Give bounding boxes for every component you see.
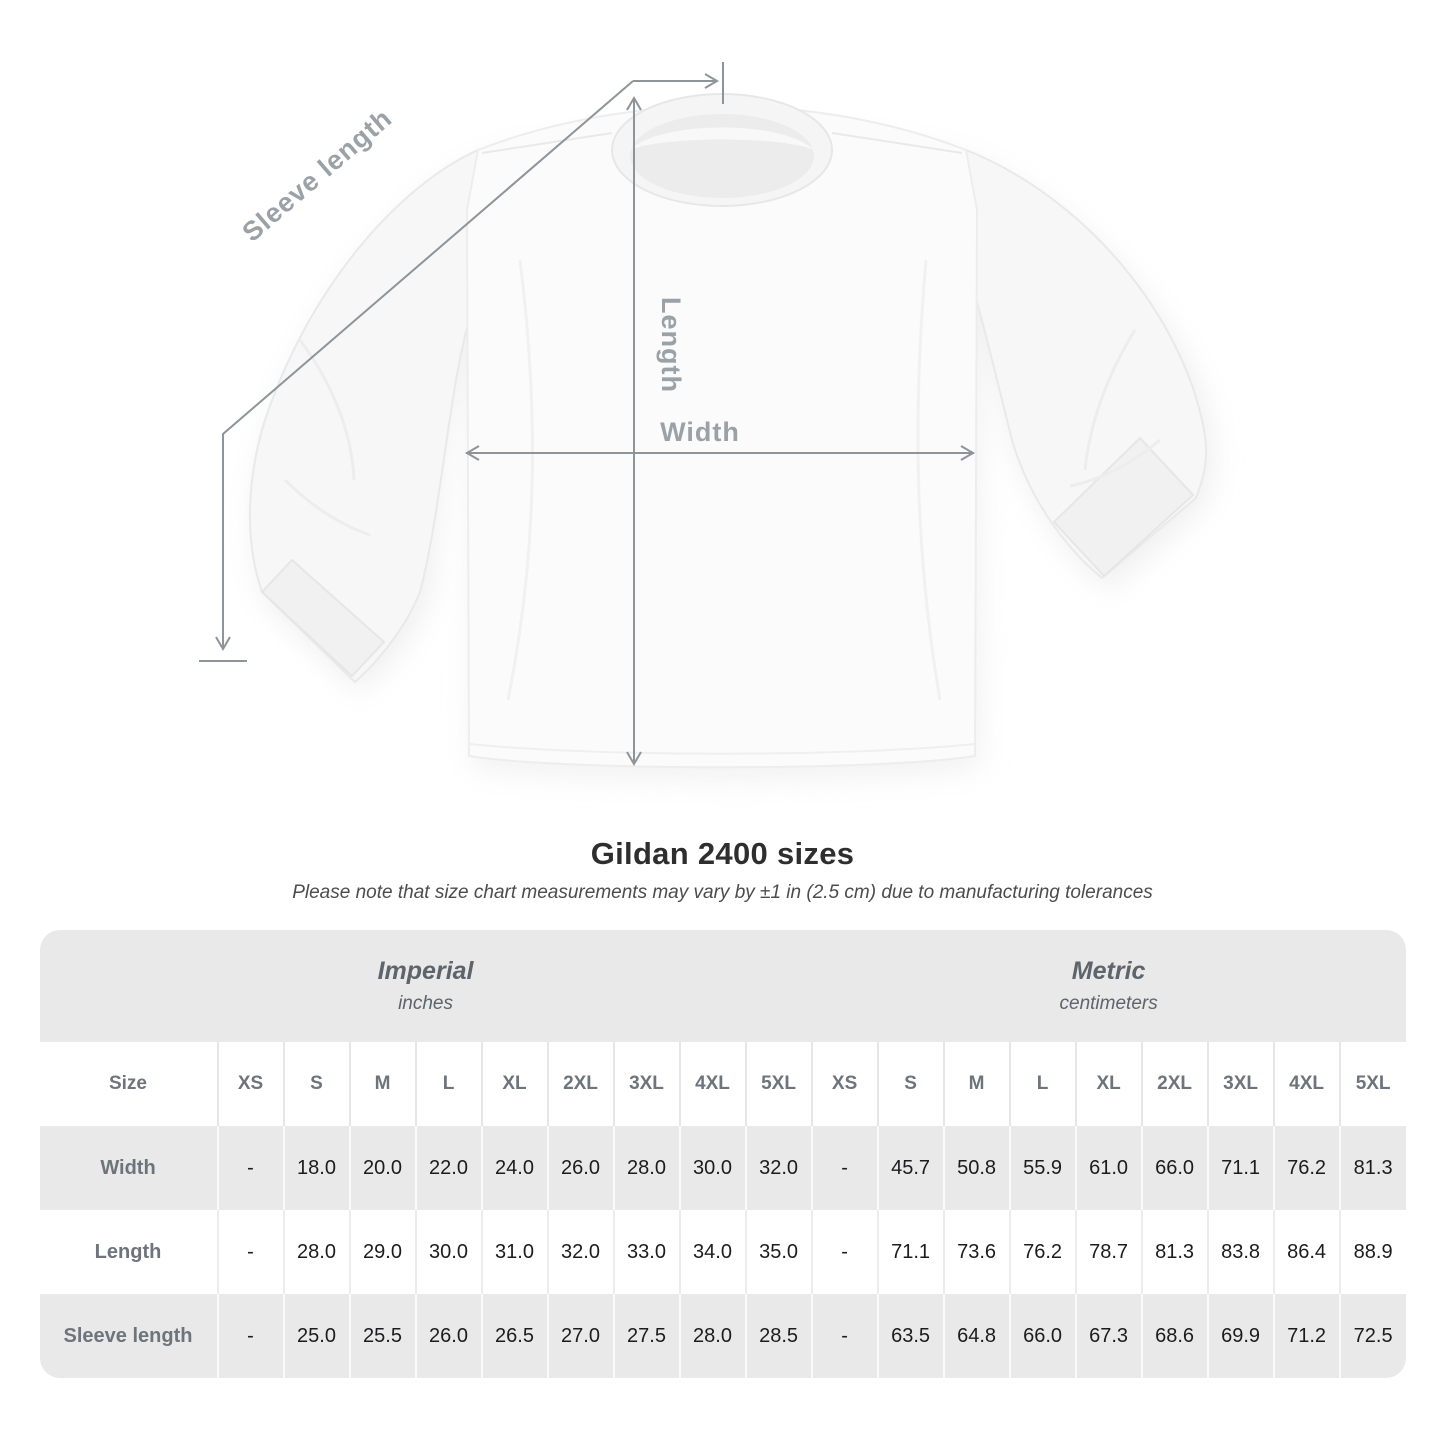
size-header-imperial-5xl: 5XL <box>746 1042 812 1126</box>
measurement-cell: - <box>812 1210 878 1294</box>
measurement-cell: 78.7 <box>1076 1210 1142 1294</box>
measurement-cell: 72.5 <box>1340 1294 1406 1378</box>
size-header-metric-m: M <box>944 1042 1010 1126</box>
row-label: Width <box>40 1126 218 1210</box>
measurement-row-sleeve-length <box>40 1294 1406 1378</box>
metric-title: Metric <box>1071 957 1146 985</box>
measurement-cell: 27.0 <box>548 1294 614 1378</box>
measurement-cell: 35.0 <box>746 1210 812 1294</box>
measurement-cell: 71.1 <box>878 1210 944 1294</box>
size-header-imperial-s: S <box>284 1042 350 1126</box>
units-header-row <box>40 930 1406 1042</box>
imperial-unit: inches <box>398 993 453 1014</box>
size-header-metric-3xl: 3XL <box>1208 1042 1274 1126</box>
measurement-cell: 28.5 <box>746 1294 812 1378</box>
measurement-cell: 20.0 <box>350 1126 416 1210</box>
measurement-cell: 61.0 <box>1076 1126 1142 1210</box>
measurement-cell: - <box>218 1126 284 1210</box>
measurement-cell: 71.1 <box>1208 1126 1274 1210</box>
left-sleeve <box>250 150 478 682</box>
measurement-cell: 71.2 <box>1274 1294 1340 1378</box>
row-label: Sleeve length <box>40 1294 218 1378</box>
measurement-cell: 86.4 <box>1274 1210 1340 1294</box>
size-column-header: Size <box>40 1042 218 1126</box>
size-header-metric-l: L <box>1010 1042 1076 1126</box>
row-label: Length <box>40 1210 218 1294</box>
measurement-cell: 28.0 <box>284 1210 350 1294</box>
measurement-cell: 34.0 <box>680 1210 746 1294</box>
size-chart <box>40 930 1406 1378</box>
measurement-cell: 81.3 <box>1142 1210 1208 1294</box>
size-header-imperial-m: M <box>350 1042 416 1126</box>
measurement-cell: - <box>218 1210 284 1294</box>
measurement-cell: 28.0 <box>614 1126 680 1210</box>
measurement-cell: 81.3 <box>1340 1126 1406 1210</box>
measurement-cell: 83.8 <box>1208 1210 1274 1294</box>
size-header-imperial-xs: XS <box>218 1042 284 1126</box>
size-header-imperial-2xl: 2XL <box>548 1042 614 1126</box>
measurement-cell: 25.5 <box>350 1294 416 1378</box>
measurement-cell: 76.2 <box>1010 1210 1076 1294</box>
measurement-cell: 69.9 <box>1208 1294 1274 1378</box>
size-header-metric-4xl: 4XL <box>1274 1042 1340 1126</box>
size-header-imperial-l: L <box>416 1042 482 1126</box>
page-title: Gildan 2400 sizes <box>590 836 855 871</box>
size-header-metric-xs: XS <box>812 1042 878 1126</box>
measurement-cell: - <box>812 1126 878 1210</box>
size-header-imperial-4xl: 4XL <box>680 1042 746 1126</box>
measurement-cell: 27.5 <box>614 1294 680 1378</box>
size-header-imperial-xl: XL <box>482 1042 548 1126</box>
measurement-cell: 30.0 <box>416 1210 482 1294</box>
measurement-cell: 26.5 <box>482 1294 548 1378</box>
measurement-cell: 76.2 <box>1274 1126 1340 1210</box>
measurement-cell: 26.0 <box>416 1294 482 1378</box>
measurement-cell: 73.6 <box>944 1210 1010 1294</box>
measurement-cell: 64.8 <box>944 1294 1010 1378</box>
size-header-metric-5xl: 5XL <box>1340 1042 1406 1126</box>
measurement-cell: 28.0 <box>680 1294 746 1378</box>
collar <box>612 94 832 206</box>
measurement-cell: 55.9 <box>1010 1126 1076 1210</box>
measurement-cell: - <box>218 1294 284 1378</box>
size-chart-table <box>40 930 1406 1378</box>
metric-header <box>812 930 1406 1042</box>
measurement-cell: - <box>812 1294 878 1378</box>
measurement-cell: 22.0 <box>416 1126 482 1210</box>
measurement-cell: 45.7 <box>878 1126 944 1210</box>
measurement-cell: 30.0 <box>680 1126 746 1210</box>
size-chart-body <box>40 1126 1406 1378</box>
metric-unit: centimeters <box>1059 993 1158 1014</box>
measurement-row-length <box>40 1210 1406 1294</box>
measurement-cell: 67.3 <box>1076 1294 1142 1378</box>
size-header-metric-s: S <box>878 1042 944 1126</box>
measurement-cell: 26.0 <box>548 1126 614 1210</box>
length-label: Length <box>656 297 686 393</box>
size-header-metric-2xl: 2XL <box>1142 1042 1208 1126</box>
measurement-cell: 50.8 <box>944 1126 1010 1210</box>
size-header-metric-xl: XL <box>1076 1042 1142 1126</box>
size-header-imperial-3xl: 3XL <box>614 1042 680 1126</box>
imperial-title: Imperial <box>377 957 474 985</box>
measurement-cell: 66.0 <box>1010 1294 1076 1378</box>
tolerance-note: Please note that size chart measurements may vary by ±1 in (2.5 cm) due to manufacturing tolerances <box>292 882 1153 903</box>
imperial-header <box>40 930 812 1042</box>
measurement-cell: 32.0 <box>548 1210 614 1294</box>
measurement-row-width <box>40 1126 1406 1210</box>
width-label: Width <box>660 417 740 447</box>
measurement-cell: 68.6 <box>1142 1294 1208 1378</box>
sizes-header-row <box>40 1042 1406 1126</box>
measurement-cell: 18.0 <box>284 1126 350 1210</box>
measurement-cell: 24.0 <box>482 1126 548 1210</box>
measurement-cell: 66.0 <box>1142 1126 1208 1210</box>
measurement-cell: 33.0 <box>614 1210 680 1294</box>
measurement-cell: 31.0 <box>482 1210 548 1294</box>
right-sleeve <box>966 150 1206 578</box>
measurement-cell: 25.0 <box>284 1294 350 1378</box>
measurement-cell: 88.9 <box>1340 1210 1406 1294</box>
sleeve-length-label: Sleeve length <box>236 102 398 248</box>
measurement-cell: 29.0 <box>350 1210 416 1294</box>
measurement-cell: 32.0 <box>746 1126 812 1210</box>
measurement-cell: 63.5 <box>878 1294 944 1378</box>
